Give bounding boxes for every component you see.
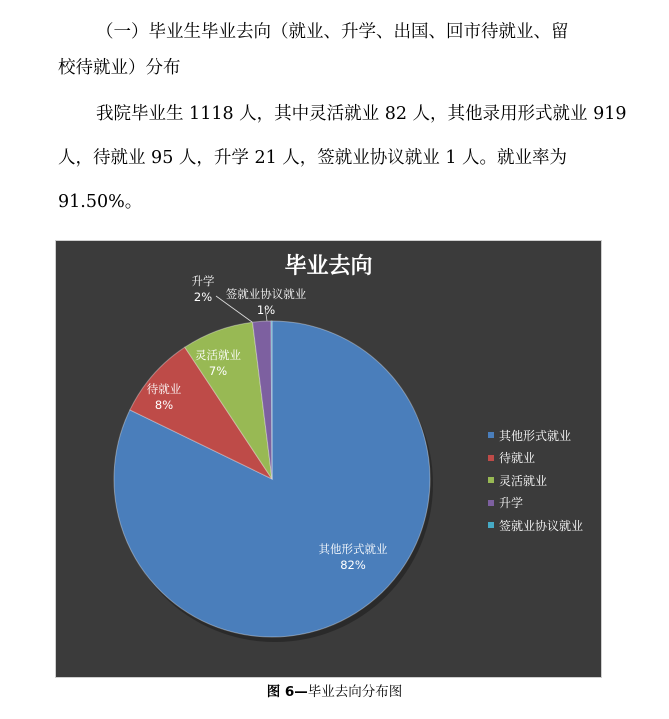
legend-item <box>488 447 583 470</box>
legend-item <box>488 514 583 537</box>
legend-swatch <box>488 432 494 438</box>
legend-label: 待就业 <box>499 451 536 466</box>
data-label-percent: 7% <box>208 364 228 378</box>
figure-caption <box>0 680 669 700</box>
data-label-percent: 1% <box>256 303 276 317</box>
pie-chart <box>55 240 602 678</box>
legend-label: 其他形式就业 <box>499 428 572 443</box>
data-label-name: 其他形式就业 <box>318 542 388 556</box>
data-label-name: 灵活就业 <box>195 348 241 362</box>
data-label-name: 升学 <box>191 274 215 288</box>
legend-label: 灵活就业 <box>499 473 548 488</box>
body-line-2: 人，待就业 95 人，升学 21 人，签就业协议就业 1 人。就业率为 <box>58 148 568 168</box>
data-label-name: 待就业 <box>146 382 182 396</box>
caption-text: 毕业去向分布图 <box>307 684 403 700</box>
heading-line-1: （一）毕业生毕业去向（就业、升学、出国、回市待就业、留 <box>96 22 569 42</box>
legend-item <box>488 424 583 447</box>
chart-legend <box>488 424 583 537</box>
data-label-name: 签就业协议就业 <box>225 287 307 301</box>
legend-label: 签就业协议就业 <box>499 518 584 533</box>
legend-swatch <box>488 455 494 461</box>
legend-item <box>488 469 583 492</box>
body-line-1: 我院毕业生 1118 人，其中灵活就业 82 人，其他录用形式就业 919 <box>96 104 627 124</box>
data-label-percent: 8% <box>154 398 174 412</box>
legend-item <box>488 492 583 515</box>
data-label-percent: 2% <box>193 290 213 304</box>
chart-title: 毕业去向 <box>284 254 373 279</box>
heading-line-2: 校待就业）分布 <box>58 58 181 78</box>
legend-label: 升学 <box>499 496 524 511</box>
caption-number: 图 6— <box>266 684 308 700</box>
legend-swatch <box>488 500 494 506</box>
data-label-percent: 82% <box>340 558 366 572</box>
legend-swatch <box>488 522 494 528</box>
body-line-3: 91.50%。 <box>58 192 143 212</box>
legend-swatch <box>488 477 494 483</box>
